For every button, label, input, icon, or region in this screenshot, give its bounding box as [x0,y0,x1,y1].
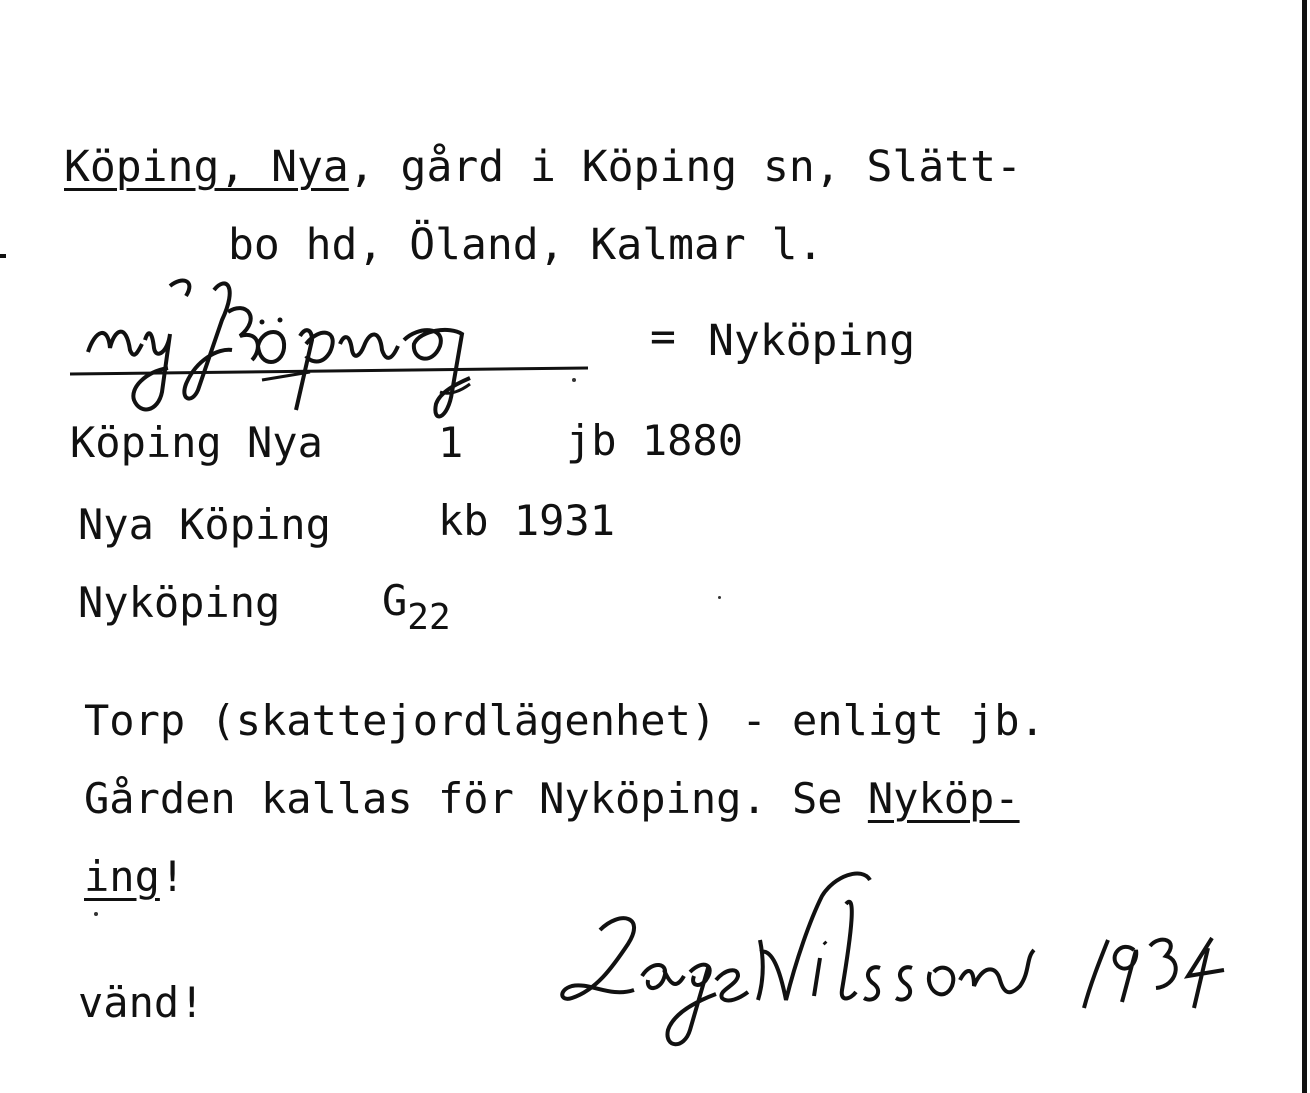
equals-sign: = [650,312,676,362]
header-continuation: bo hd, Öland, Kalmar l. [228,220,824,270]
source-number: 1 [438,418,464,467]
note-line: Torp (skattejordlägenhet) - enligt jb. [84,696,1045,745]
header-rest: , gård i Köping sn, Slätt- [348,142,1022,192]
cross-reference: Nyköp- [867,774,1020,823]
card-edge [1302,0,1307,1093]
source-name: Nya Köping [78,500,331,549]
note-text: Gården kallas för Nyköping. Se [84,774,868,823]
header-term: Köping, Nya [64,142,349,192]
edge-mark [0,254,6,258]
note-text: ! [159,852,186,901]
speck [718,596,721,599]
speck [94,912,98,916]
source-name: Köping Nya [70,418,323,467]
turn-over-note: vänd! [78,978,205,1027]
source-ref: jb 1880 [566,416,744,465]
source-subscript: 22 [407,597,451,638]
speck [572,378,576,382]
cross-reference: ing [84,852,160,901]
source-ref: kb 1931 [438,496,616,545]
equals-value: Nyköping [708,316,916,366]
source-ref: G [382,576,408,625]
source-name: Nyköping [78,578,281,627]
